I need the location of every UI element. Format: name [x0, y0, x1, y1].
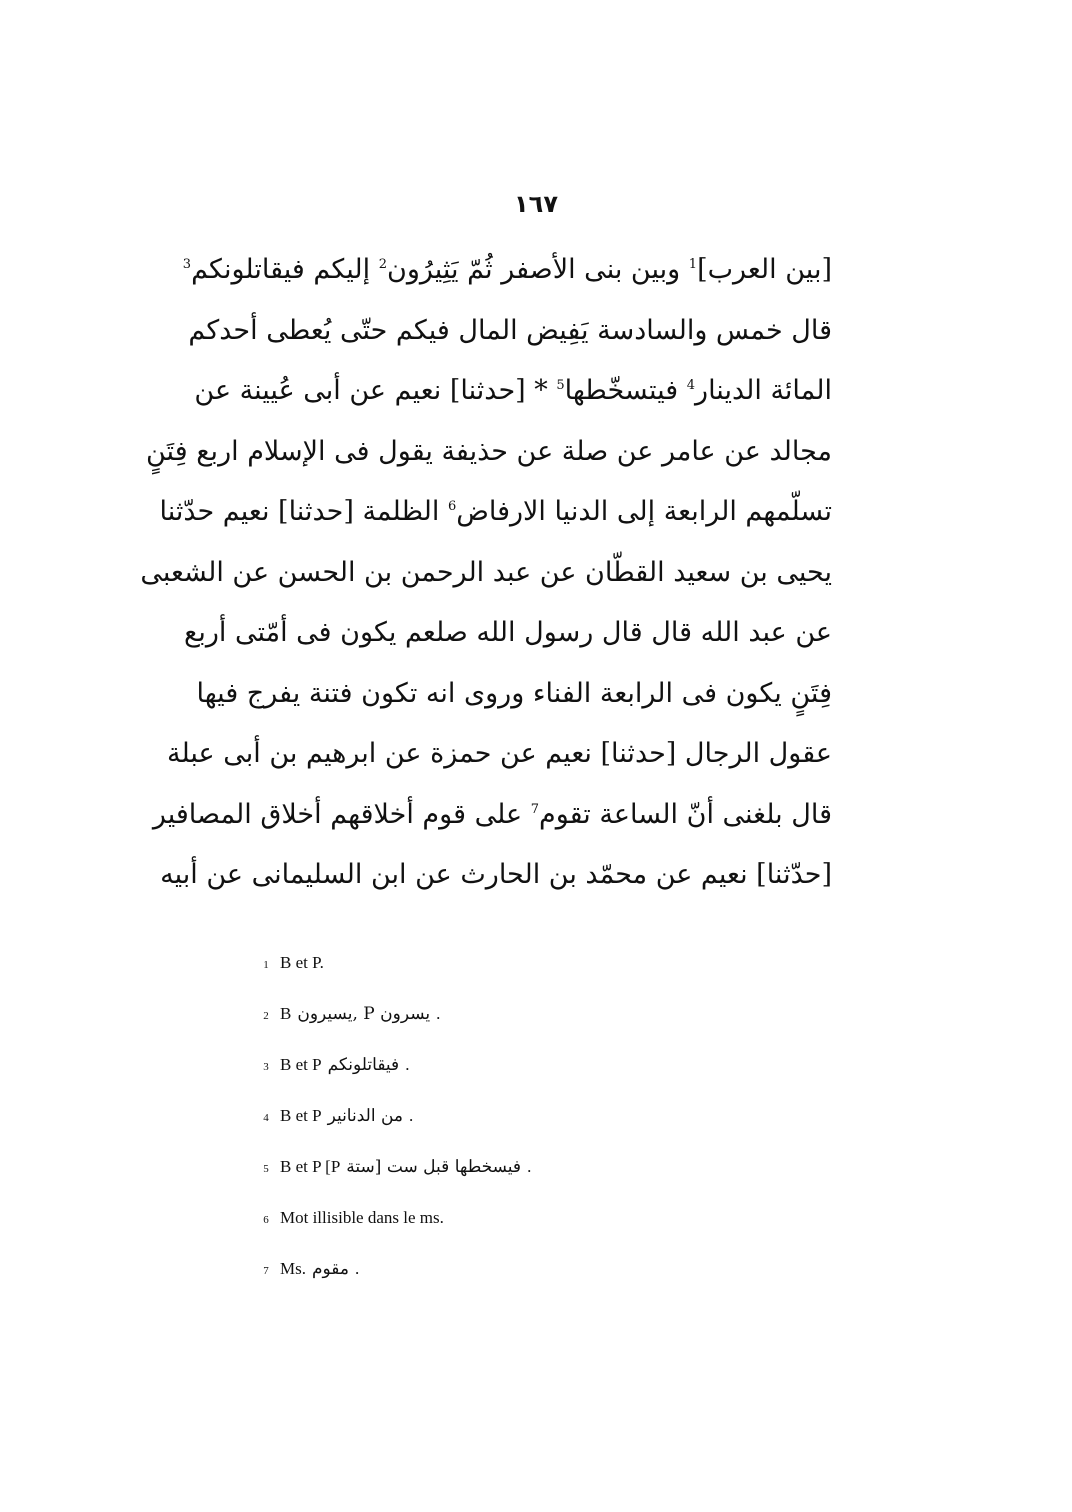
text-line-4: مجالد عن عامر عن صلة عن حذيفة يقول فى الإسلام اربع فِتَنٍ: [146, 435, 832, 467]
footnote-7: 7 Ms. مقوم .: [263, 1259, 360, 1279]
footnotes: [258, 948, 818, 1305]
text-line-2: قال خمس والسادسة يَفِيض المال فيكم حتّى يُعطى أحدكم: [188, 314, 832, 346]
footnote-5: 5 B et P [P فيسخطها قبل ست [ستة .: [263, 1157, 532, 1177]
text-line-8: فِتَنٍ يكون فى الرابعة الفناء وروى انه تكون فتنة يفرج فيها: [196, 677, 832, 709]
page-number: ١٦٧: [514, 190, 558, 218]
text-line-10: قال بلغنى أنّ الساعة تقوم$^7$ على قوم أخلاقهم أخلاق المصافير: [152, 798, 832, 830]
text-line-3: المائة الدينار$^4$ فيتسخّطها$^5$ * [حدثنا] نعيم عن أبى عُيينة عن: [194, 375, 832, 406]
footnote-2: 2 B يسرون P ,يسيرون .: [263, 1004, 441, 1024]
text-line-5: تسلّمهم الرابعة إلى الدنيا الارفاض$^6$ الظلمة [حدثنا] نعيم حدّثنا: [159, 496, 832, 527]
footnote-3: 3 B et P فيقاتلونكم .: [263, 1055, 410, 1075]
text-line-11: [حدّثنا] نعيم عن محمّد بن الحارث عن ابن السليمانى عن أبيه: [160, 859, 832, 890]
text-line-7: عن عبد الله قال قال رسول الله صلعم يكون فى أمّتى أربع: [183, 617, 832, 648]
footnote-6: 6 Mot illisible dans le ms.: [263, 1208, 444, 1227]
text-line-1: [بين العرب]$^1$ وبين بنى الأصفر ثُمّ يَثِيرُون$^2$ إليكم فيقاتلونكم$^3$: [182, 254, 832, 285]
footnote-1: 1 B et P.: [263, 953, 324, 972]
arabic-body-text: [140, 240, 832, 906]
text-line-6: يحيى بن سعيد القطّان عن عبد الرحمن بن الحسن عن الشعبى: [140, 556, 832, 588]
text-line-9: عقول الرجال [حدثنا] نعيم عن حمزة عن ابرهيم بن أبى عبلة: [167, 738, 832, 769]
footnote-4: 4 B et P من الدنانير .: [263, 1106, 414, 1126]
